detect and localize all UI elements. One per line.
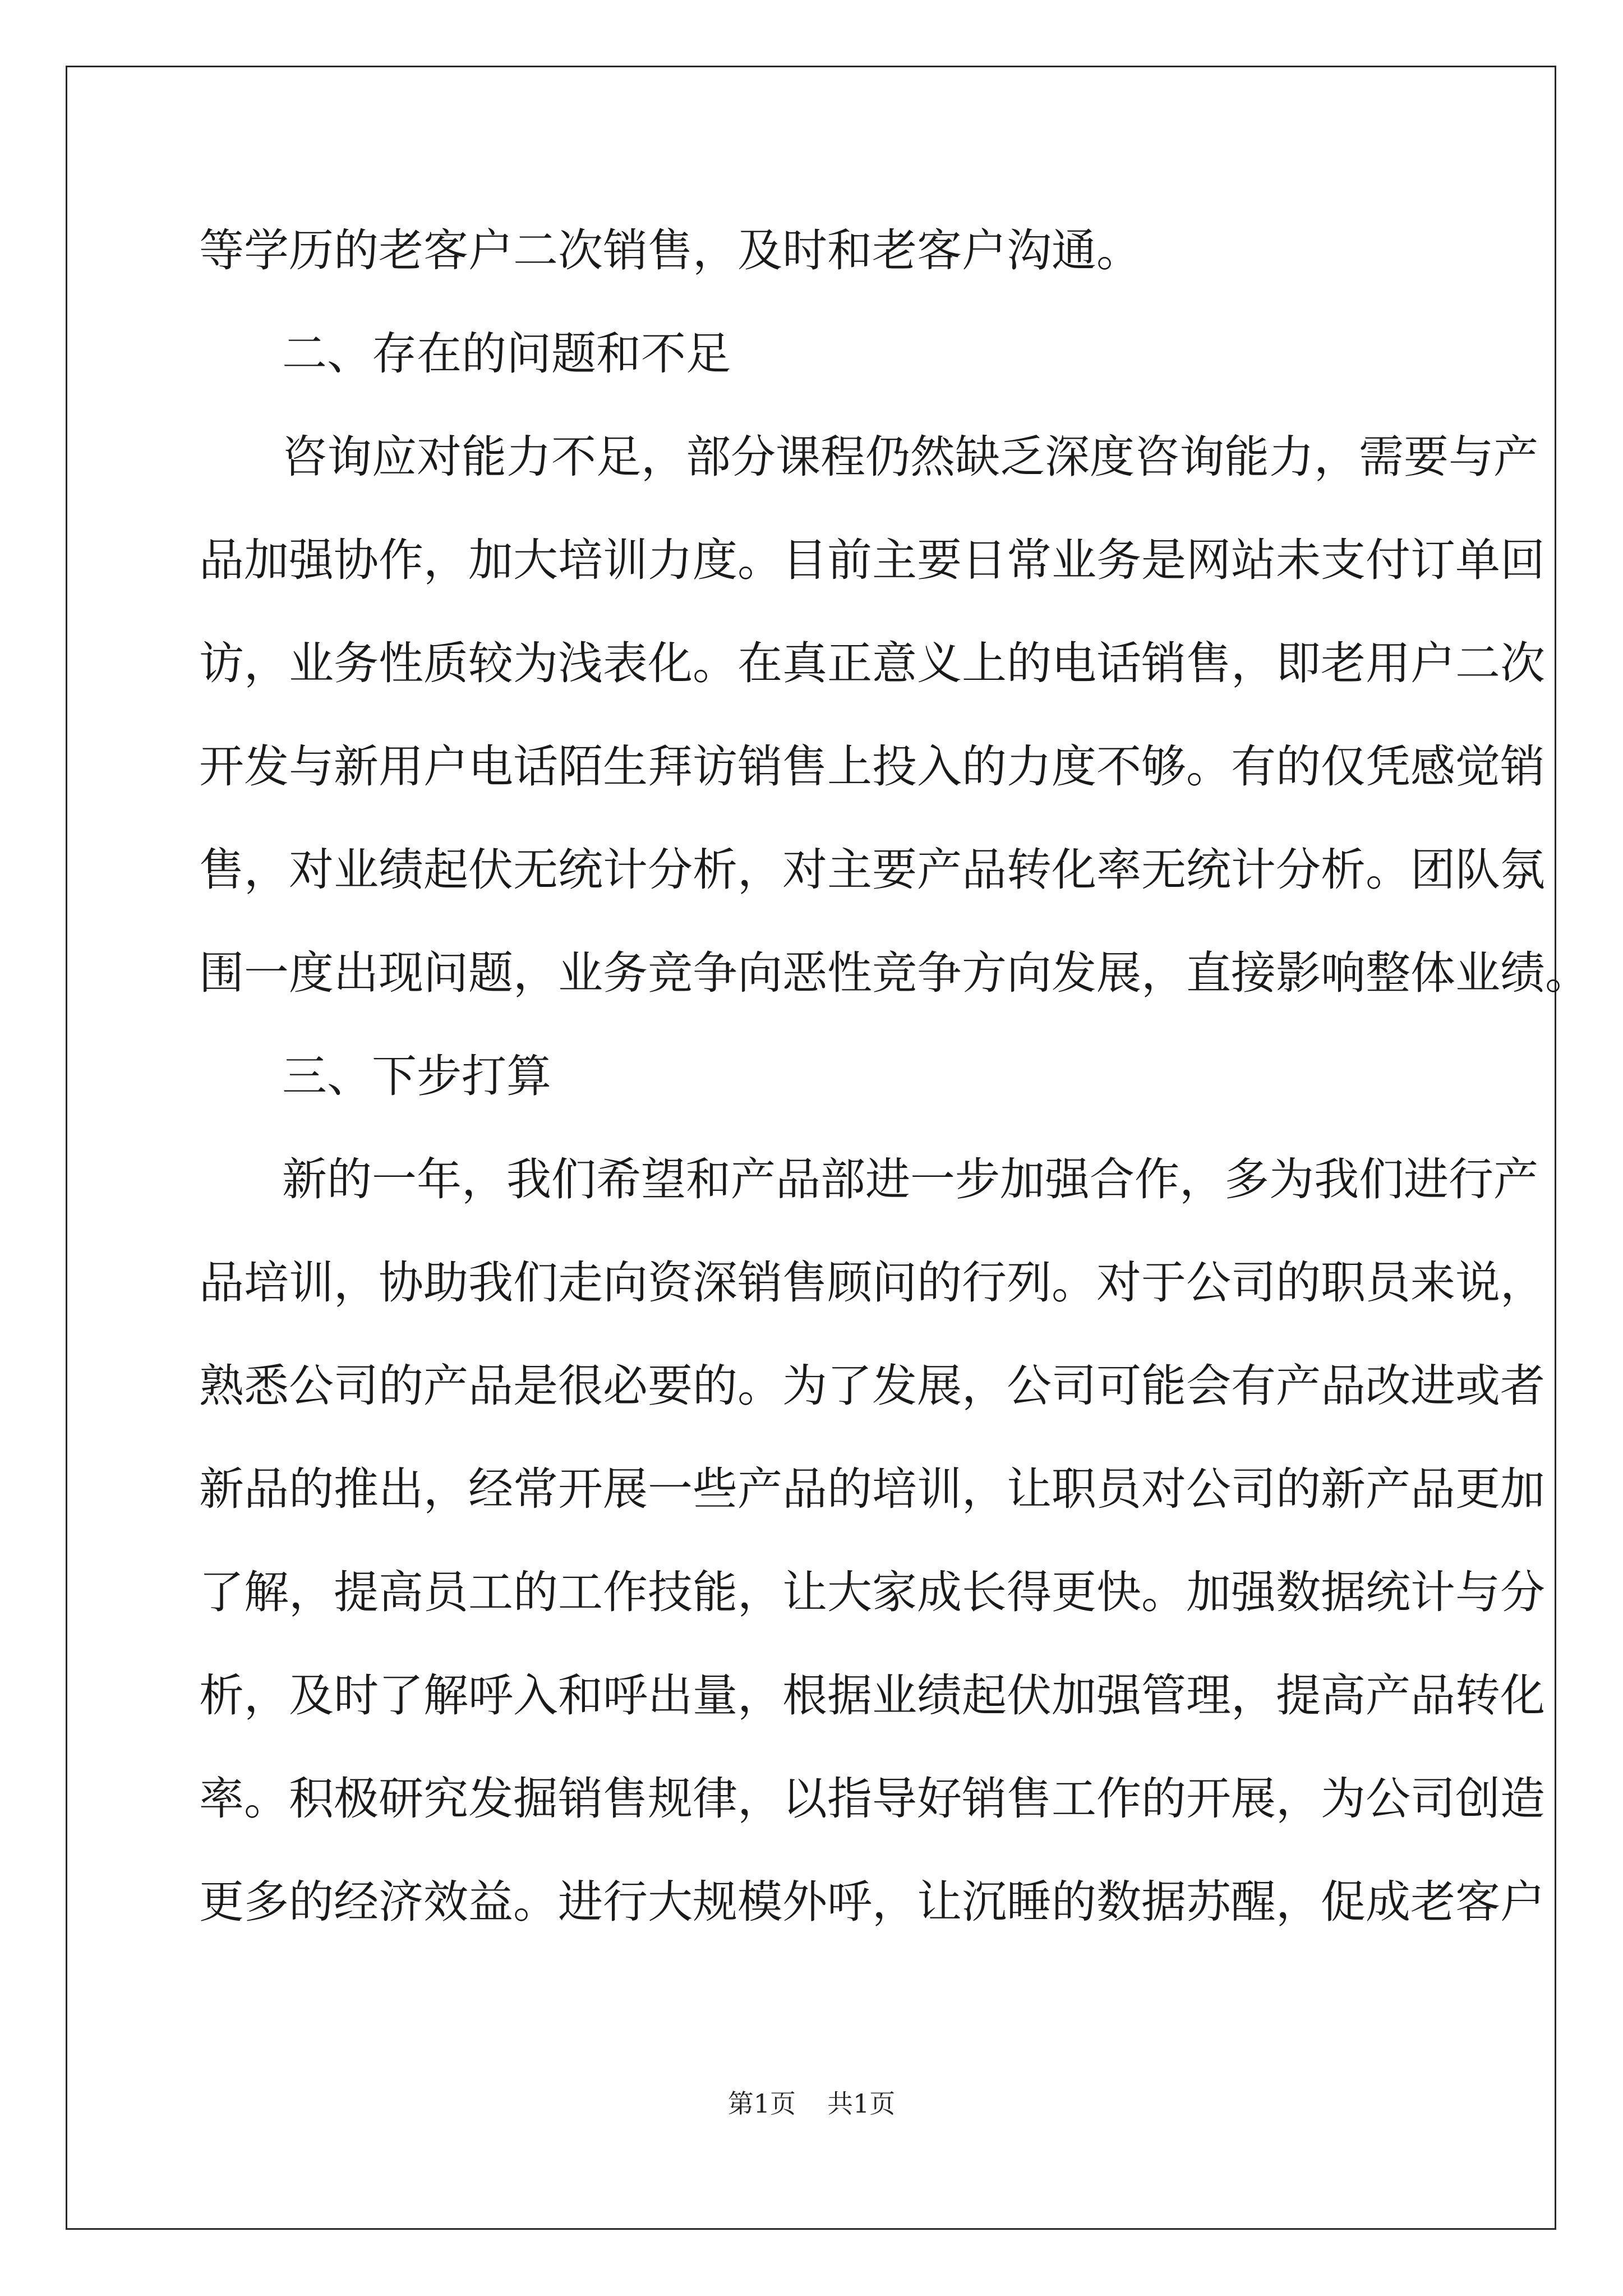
text-line: 围一度出现问题，业务竞争向恶性竞争方向发展，直接影响整体业绩。: [199, 947, 1590, 999]
document-body: [199, 199, 1590, 1954]
page-total: 共1页: [827, 2088, 896, 2119]
text-line: 新品的推出，经常开展一些产品的培训，让职员对公司的新产品更加: [199, 1463, 1545, 1515]
section-heading: 二、存在的问题和不足: [282, 328, 731, 380]
text-line: 等学历的老客户二次销售，及时和老客户沟通。: [199, 224, 1141, 277]
text-line: 访，业务性质较为浅表化。在真正意义上的电话销售，即老用户二次: [199, 637, 1545, 689]
page-number: 第1页: [727, 2088, 796, 2119]
text-line: 品培训，协助我们走向资深销售顾问的行列。对于公司的职员来说，: [199, 1257, 1545, 1309]
section-heading: 三、下步打算: [282, 1050, 551, 1102]
text-line: 熟悉公司的产品是很必要的。为了发展，公司可能会有产品改进或者: [199, 1360, 1545, 1412]
text-line: 售，对业绩起伏无统计分析，对主要产品转化率无统计分析。团队氛: [199, 844, 1545, 896]
text-line: 新的一年，我们希望和产品部进一步加强合作，多为我们进行产: [282, 1153, 1538, 1205]
page-footer: [0, 2087, 1623, 2120]
text-line: 咨询应对能力不足，部分课程仍然缺乏深度咨询能力，需要与产: [282, 431, 1538, 483]
text-line: 了解，提高员工的工作技能，让大家成长得更快。加强数据统计与分: [199, 1566, 1545, 1618]
text-line: 率。积极研究发掘销售规律，以指导好销售工作的开展，为公司创造: [199, 1773, 1545, 1825]
text-line: 更多的经济效益。进行大规模外呼，让沉睡的数据苏醒，促成老客户: [199, 1876, 1545, 1928]
text-line: 品加强协作，加大培训力度。目前主要日常业务是网站未支付订单回: [199, 534, 1545, 586]
text-line: 开发与新用户电话陌生拜访销售上投入的力度不够。有的仅凭感觉销: [199, 740, 1545, 793]
text-line: 析，及时了解呼入和呼出量，根据业绩起伏加强管理，提高产品转化: [199, 1669, 1545, 1722]
